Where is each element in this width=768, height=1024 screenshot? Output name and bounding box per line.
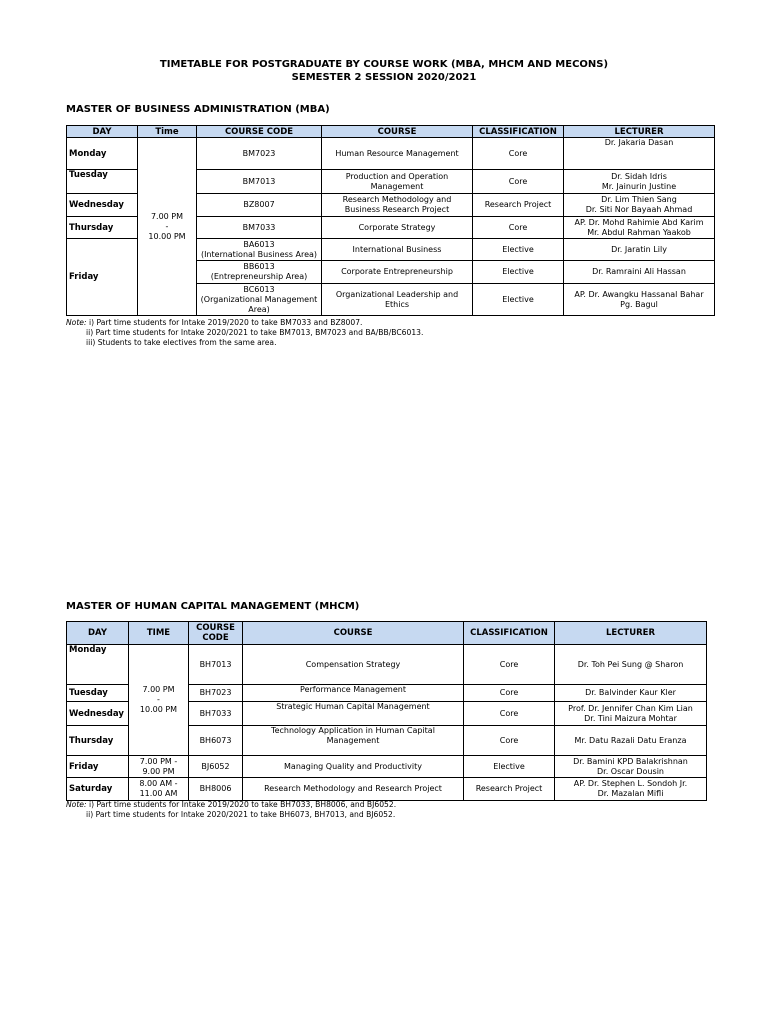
day-cell: Thursday	[67, 726, 129, 756]
column-header: Time	[138, 126, 197, 138]
column-header: DAY	[67, 126, 138, 138]
classification-cell: Core	[464, 726, 555, 756]
classification-cell: Core	[473, 138, 564, 170]
table-row	[67, 138, 715, 170]
day-cell: Tuesday	[67, 170, 138, 194]
mhcm-timetable	[66, 621, 707, 801]
course-code-cell: BJ6052	[189, 756, 243, 778]
lecturer-cell: Dr. Balvinder Kaur Kler	[555, 685, 707, 702]
column-header: LECTURER	[555, 622, 707, 645]
classification-cell: Core	[464, 702, 555, 726]
column-header: DAY	[67, 622, 129, 645]
day-cell: Tuesday	[67, 685, 129, 702]
course-cell: Human Resource Management	[322, 138, 473, 170]
column-header: COURSE	[243, 622, 464, 645]
lecturer-cell: Dr. Ramraini Ali Hassan	[564, 261, 715, 284]
classification-cell: Elective	[464, 756, 555, 778]
note-line: ii) Part time students for Intake 2020/2021 to take BH6073, BH7013, and BJ6052.	[86, 810, 396, 819]
mhcm-notes	[66, 800, 396, 820]
classification-cell: Core	[464, 645, 555, 685]
course-cell: Corporate Strategy	[322, 217, 473, 239]
course-code-cell: BM7013	[197, 170, 322, 194]
column-header: COURSE CODE	[189, 622, 243, 645]
day-cell: Friday	[67, 239, 138, 316]
course-cell: Research Methodology and Business Research Project	[322, 194, 473, 217]
lecturer-cell: AP. Dr. Awangku Hassanal Bahar Pg. Bagul	[564, 284, 715, 316]
table-row	[67, 778, 707, 801]
column-header: CLASSIFICATION	[473, 126, 564, 138]
note-label: Note:	[66, 800, 87, 809]
day-cell: Wednesday	[67, 702, 129, 726]
column-header: LECTURER	[564, 126, 715, 138]
day-cell: Monday	[67, 645, 129, 685]
course-cell: Corporate Entrepreneurship	[322, 261, 473, 284]
course-cell: Performance Management	[243, 685, 464, 702]
course-code-cell: BH7033	[189, 702, 243, 726]
mba-notes	[66, 318, 423, 348]
note-line: iii) Students to take electives from the same area.	[86, 338, 277, 347]
course-code-cell: BB6013 (Entrepreneurship Area)	[197, 261, 322, 284]
note-label: Note:	[66, 318, 87, 327]
course-cell: Managing Quality and Productivity	[243, 756, 464, 778]
course-code-cell: BM7033	[197, 217, 322, 239]
course-code-cell: BH7013	[189, 645, 243, 685]
course-code-cell: BH8006	[189, 778, 243, 801]
day-cell: Friday	[67, 756, 129, 778]
column-header: TIME	[129, 622, 189, 645]
classification-cell: Core	[473, 170, 564, 194]
course-code-cell: BM7023	[197, 138, 322, 170]
day-cell: Thursday	[67, 217, 138, 239]
course-code-cell: BA6013 (International Business Area)	[197, 239, 322, 261]
day-cell: Monday	[67, 138, 138, 170]
table-header-row	[67, 126, 715, 138]
table-header-row	[67, 622, 707, 645]
time-cell: 7.00 PM - 10.00 PM	[129, 645, 189, 756]
course-cell: Compensation Strategy	[243, 645, 464, 685]
note-line	[66, 318, 423, 328]
course-code-cell: BC6013 (Organizational Management Area)	[197, 284, 322, 316]
course-cell: International Business	[322, 239, 473, 261]
course-code-cell: BZ8007	[197, 194, 322, 217]
column-header: COURSE	[322, 126, 473, 138]
lecturer-cell: AP. Dr. Stephen L. Sondoh Jr. Dr. Mazalan Mifli	[555, 778, 707, 801]
mba-timetable	[66, 125, 715, 316]
classification-cell: Elective	[473, 261, 564, 284]
classification-cell: Research Project	[473, 194, 564, 217]
note-line: ii) Part time students for Intake 2020/2021 to take BM7013, BM7023 and BA/BB/BC6013.	[86, 328, 424, 337]
course-code-cell: BH7023	[189, 685, 243, 702]
course-cell: Organizational Leadership and Ethics	[322, 284, 473, 316]
column-header: CLASSIFICATION	[464, 622, 555, 645]
mhcm-section-title: MASTER OF HUMAN CAPITAL MANAGEMENT (MHCM)	[66, 601, 360, 612]
lecturer-cell: Mr. Datu Razali Datu Eranza	[555, 726, 707, 756]
note-text: i) Part time students for Intake 2019/2020 to take BH7033, BH8006, and BJ6052.	[88, 800, 397, 809]
lecturer-cell: Dr. Lim Thien Sang Dr. Siti Nor Bayaah Ahmad	[564, 194, 715, 217]
day-cell: Wednesday	[67, 194, 138, 217]
time-cell: 7.00 PM - 10.00 PM	[138, 138, 197, 316]
classification-cell: Elective	[473, 284, 564, 316]
classification-cell: Core	[464, 685, 555, 702]
course-cell: Production and Operation Management	[322, 170, 473, 194]
course-code-cell: BH6073	[189, 726, 243, 756]
course-cell: Strategic Human Capital Management	[243, 702, 464, 726]
mba-section-title: MASTER OF BUSINESS ADMINISTRATION (MBA)	[66, 104, 330, 115]
note-line	[66, 800, 396, 810]
day-cell: Saturday	[67, 778, 129, 801]
document-title: TIMETABLE FOR POSTGRADUATE BY COURSE WORK (MBA, MHCM AND MECONS)	[159, 59, 609, 70]
lecturer-cell: Dr. Bamini KPD Balakrishnan Dr. Oscar Dousin	[555, 756, 707, 778]
lecturer-cell: Dr. Sidah Idris Mr. Jainurin Justine	[564, 170, 715, 194]
table-row	[67, 756, 707, 778]
classification-cell: Core	[473, 217, 564, 239]
lecturer-cell: Dr. Jaratin Lily	[564, 239, 715, 261]
table-row	[67, 645, 707, 685]
time-cell: 7.00 PM - 9.00 PM	[129, 756, 189, 778]
classification-cell: Research Project	[464, 778, 555, 801]
classification-cell: Elective	[473, 239, 564, 261]
lecturer-cell: Dr. Toh Pei Sung @ Sharon	[555, 645, 707, 685]
lecturer-cell: Dr. Jakaria Dasan	[564, 138, 715, 170]
note-text: i) Part time students for Intake 2019/2020 to take BM7033 and BZ8007.	[88, 318, 363, 327]
course-cell: Technology Application in Human Capital Management	[243, 726, 464, 756]
course-cell: Research Methodology and Research Project	[243, 778, 464, 801]
lecturer-cell: Prof. Dr. Jennifer Chan Kim Lian Dr. Tini Maizura Mohtar	[555, 702, 707, 726]
column-header: COURSE CODE	[197, 126, 322, 138]
semester-title: SEMESTER 2 SESSION 2020/2021	[291, 72, 477, 83]
time-cell: 8.00 AM - 11.00 AM	[129, 778, 189, 801]
lecturer-cell: AP. Dr. Mohd Rahimie Abd Karim Mr. Abdul Rahman Yaakob	[564, 217, 715, 239]
